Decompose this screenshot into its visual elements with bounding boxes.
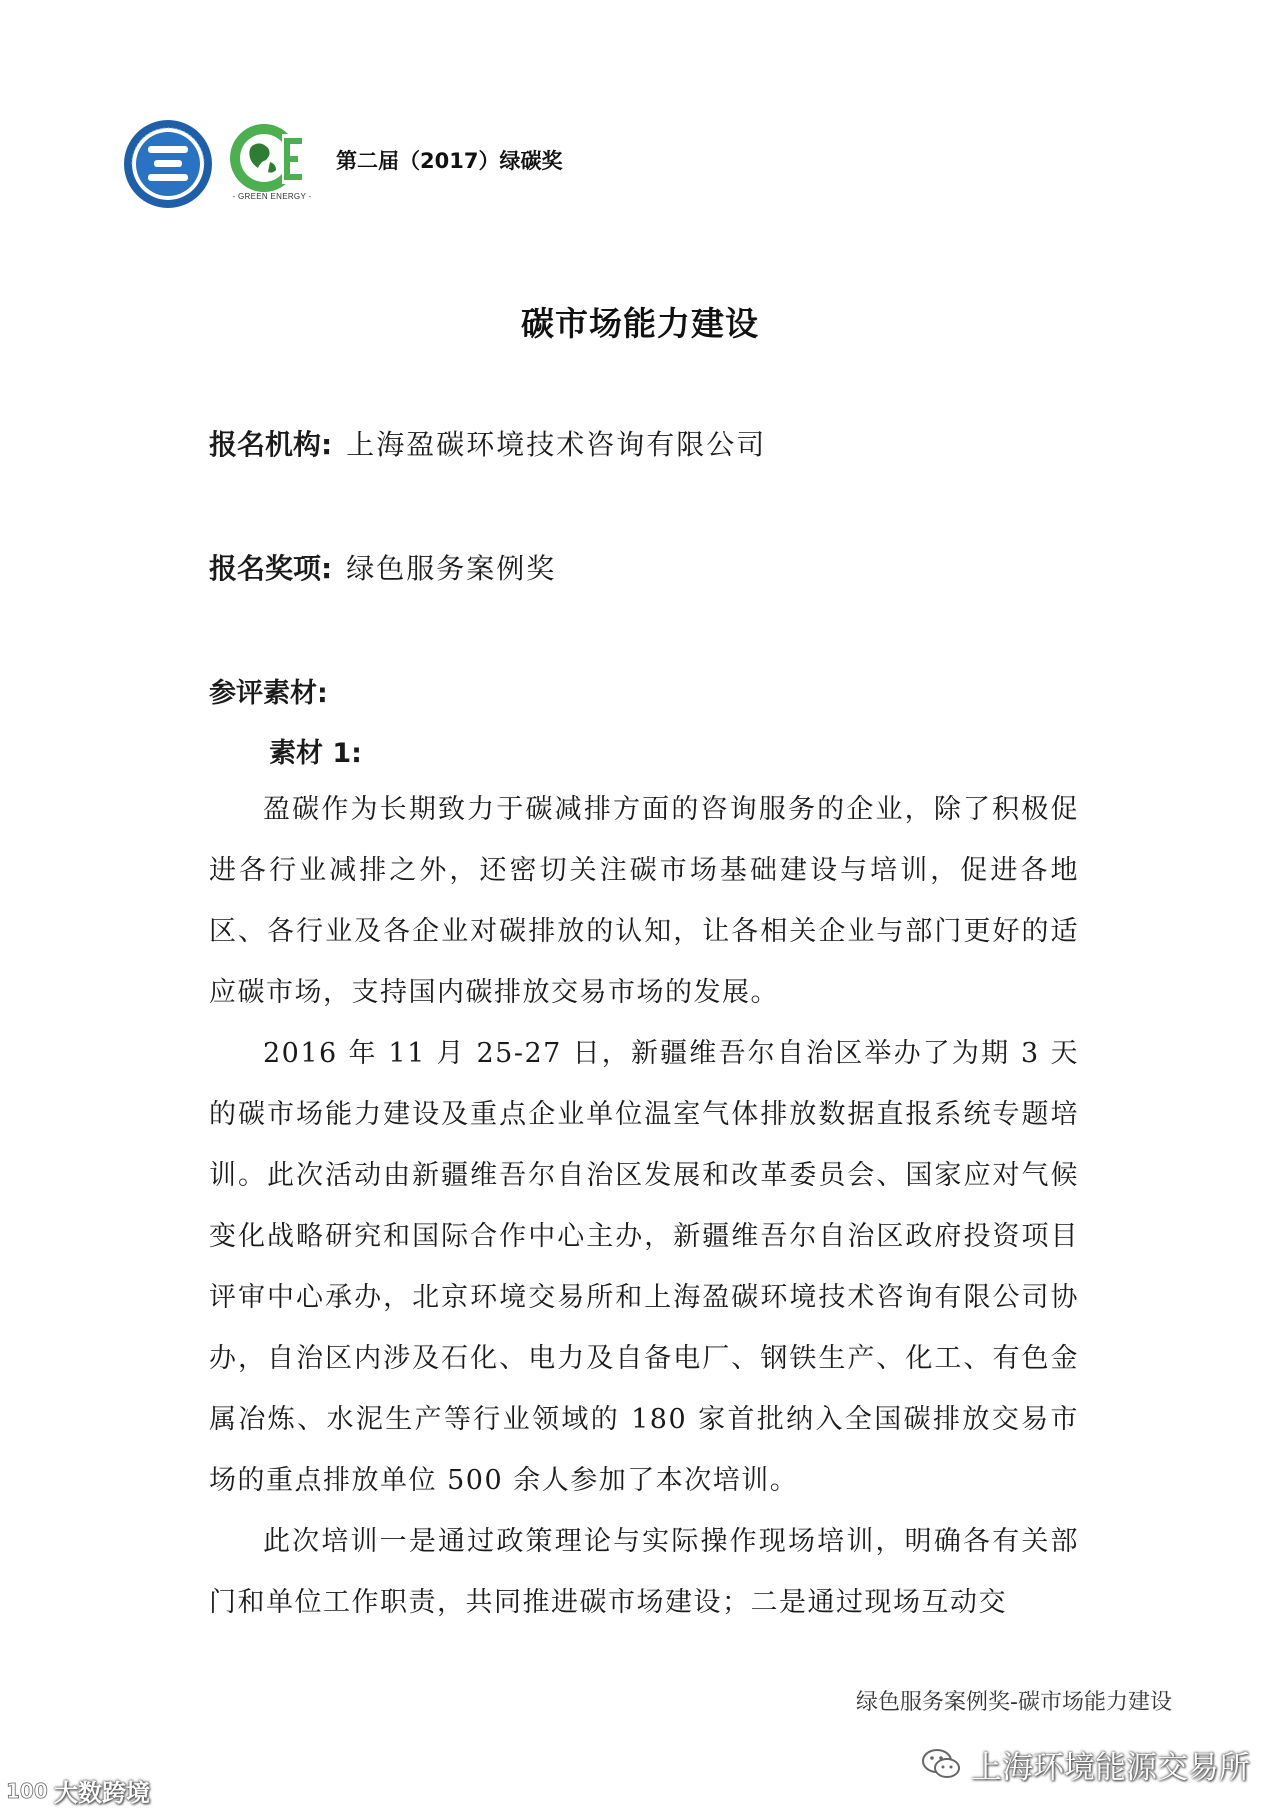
svg-text:100: 100 (6, 1779, 48, 1803)
watermark-right (921, 1742, 1250, 1786)
document-title: 碳市场能力建设 (521, 304, 759, 343)
field-award (209, 547, 556, 587)
field-organization (209, 423, 766, 463)
material1-heading: 素材 1: (269, 738, 362, 769)
watermark-left (4, 1773, 150, 1807)
watermark-right-text: 上海环境能源交易所 (971, 1749, 1250, 1786)
field-organization-value: 上海盈碳环境技术咨询有限公司 (346, 428, 767, 461)
field-organization-label: 报名机构: (209, 428, 333, 461)
materials-heading: 参评素材: (209, 678, 328, 709)
footer-note: 绿色服务案例奖-碳市场能力建设 (856, 1690, 1172, 1715)
award-title: 第二届（2017）绿碳奖 (336, 149, 563, 173)
paragraph-2: 2016 年 11 月 25-27 日，新疆维吾尔自治区举办了为期 3 天的碳市场能力建设及重点企业单位温室气体排放数据直报系统专题培训。此次活动由新疆维吾尔自治区发展和改革委员会、国家应对气候变化战略研究和国际合作中心主办，新疆维吾尔自治区政府投资项目评审中心承办，北京环境交易所和上海盈碳环境技术咨询有限公司协办，自治区内涉及石化、电力及自备电厂、钢铁生产、化工、有色金属冶炼、水泥生产等行业领域的 180 家首批纳入全国碳排放交易市场的重点排放单位 500 余人参加了本次培训。 (209, 1038, 1079, 1496)
body-text (209, 779, 1079, 1633)
wechat-icon (921, 1746, 961, 1782)
paragraph-1: 盈碳作为长期致力于碳减排方面的咨询服务的企业，除了积极促进各行业减排之外，还密切关注碳市场基础建设与培训，促进各地区、各行业及各企业对碳排放的认知，让各相关企业与部门更好的适应碳市场，支持国内碳排放交易市场的发展。 (209, 794, 1079, 1008)
green-energy-caption: - GREEN ENERGY - (232, 192, 312, 201)
field-award-value: 绿色服务案例奖 (346, 552, 557, 585)
watermark-left-text: 大数跨境 (54, 1778, 150, 1807)
field-award-label: 报名奖项: (209, 552, 333, 585)
brand-mark-icon (4, 1776, 50, 1804)
paragraph-3: 此次培训一是通过政策理论与实际操作现场培训，明确各有关部门和单位工作职责，共同推进碳市场建设；二是通过现场互动交 (209, 1526, 1079, 1618)
exchange-logo (122, 118, 214, 210)
page-header (122, 108, 722, 208)
